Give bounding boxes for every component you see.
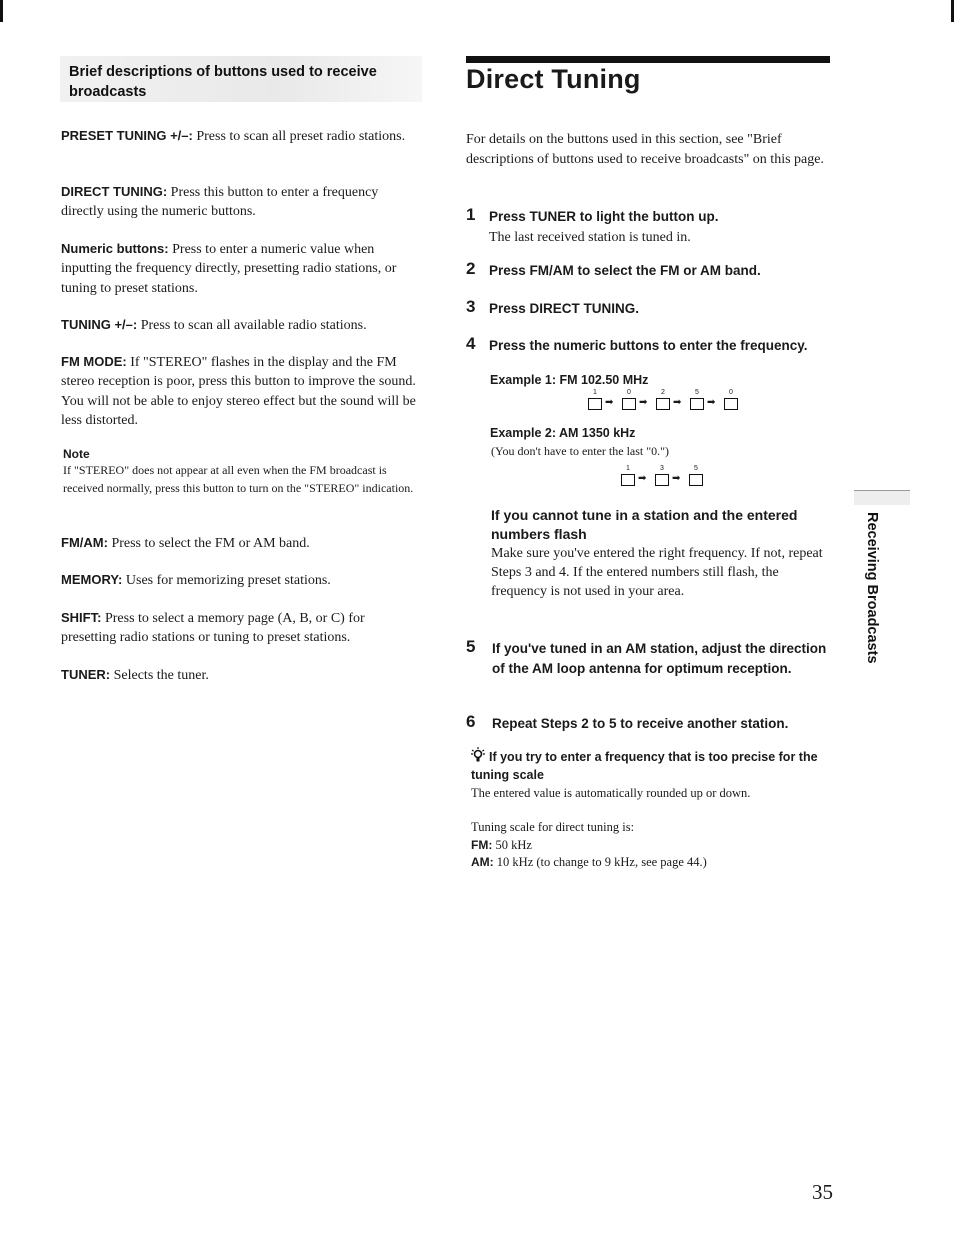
tuning-scale-am-label: AM: — [471, 855, 494, 869]
key-digit-label: 0 — [627, 389, 631, 396]
note-title: Note — [63, 447, 90, 461]
tuning-scale-intro: Tuning scale for direct tuning is: — [471, 820, 635, 834]
entry-text: Press to select a memory page (A, B, or C) for presetting radio stations or tuning to preset stations. — [61, 611, 365, 646]
key-digit-label: 3 — [660, 465, 664, 472]
arrow-right-icon: ➡ — [638, 473, 647, 484]
tuning-scale-am-value: 10 kHz (to change to 9 kHz, see page 44.) — [496, 855, 707, 869]
key-digit-label: 1 — [593, 389, 597, 396]
step-number: 3 — [466, 297, 476, 316]
key-digit-label: 0 — [729, 389, 733, 396]
step-number: 6 — [466, 712, 476, 731]
entry-term: Numeric buttons: — [61, 241, 169, 256]
entry-text: If "STEREO" flashes in the display and the FM stereo reception is poor, press this button to improve the sound. You will not be able to enjoy stereo effect but the sound will be less distorted. — [61, 355, 416, 429]
numeric-key-icon — [588, 398, 602, 410]
entry-term: TUNER: — [61, 667, 111, 682]
entry-memory — [61, 570, 423, 590]
step-text: Press TUNER to light the button up. — [489, 209, 719, 224]
numeric-key-icon — [690, 398, 704, 410]
tip-title: If you try to enter a frequency that is too precise for the tuning scale — [471, 750, 818, 782]
entry-term: MEMORY: — [61, 572, 123, 587]
step-number: 4 — [466, 334, 476, 353]
entry-term: TUNING +/–: — [61, 317, 138, 332]
arrow-right-icon: ➡ — [605, 397, 614, 408]
page-title: Direct Tuning — [466, 64, 641, 94]
trouble-title: If you cannot tune in a station and the entered numbers flash — [491, 507, 798, 542]
brief-descriptions-heading-box — [60, 56, 422, 102]
step-text: Press the numeric buttons to enter the frequency. — [489, 338, 808, 353]
entry-text: Press to select the FM or AM band. — [111, 536, 310, 551]
tuning-scale-am — [471, 854, 831, 872]
key-digit-label: 5 — [695, 389, 699, 396]
entry-term: SHIFT: — [61, 610, 102, 625]
numeric-key-icon — [724, 398, 738, 410]
brief-descriptions-heading: Brief descriptions of buttons used to receive broadcasts — [69, 64, 377, 100]
entry-text: Uses for memorizing preset stations. — [125, 573, 331, 588]
note-text: If "STEREO" does not appear at all even when the FM broadcast is received normally, press this button to turn on the "STEREO" indication. — [63, 463, 414, 495]
entry-term: FM MODE: — [61, 354, 127, 369]
step-text: Press DIRECT TUNING. — [489, 301, 640, 316]
numeric-key-icon — [689, 474, 703, 486]
tuning-scale-fm-value: 50 kHz — [495, 837, 532, 852]
step-number: 5 — [466, 637, 476, 656]
step-subtext: The last received station is tuned in. — [489, 230, 691, 245]
entry-shift — [61, 608, 423, 648]
key-digit-label: 5 — [694, 465, 698, 472]
example-2-note: (You don't have to enter the last "0.") — [491, 444, 670, 458]
trouble-body: Make sure you've entered the right frequency. If not, repeat Steps 3 and 4. If the entered numbers still flash, the frequency is not used in your area. — [491, 546, 823, 599]
arrow-right-icon: ➡ — [673, 397, 682, 408]
entry-text: Press to scan all preset radio stations. — [196, 129, 406, 144]
example-2-key-sequence — [621, 465, 721, 492]
tuning-scale — [471, 819, 831, 872]
example-2-label: Example 2: AM 1350 kHz — [490, 426, 636, 440]
step-text: Press FM/AM to select the FM or AM band. — [489, 263, 761, 278]
entry-fm-am — [61, 533, 423, 553]
entry-tuning — [61, 315, 423, 335]
tuning-scale-fm-label: FM: — [471, 837, 493, 852]
numeric-key-icon — [621, 474, 635, 486]
entry-text: Press to scan all available radio stations. — [140, 318, 367, 333]
entry-term: FM/AM: — [61, 535, 108, 550]
entry-numeric-buttons — [61, 239, 423, 298]
side-tab-marker — [854, 490, 910, 505]
entry-term: PRESET TUNING +/–: — [61, 128, 193, 143]
arrow-right-icon: ➡ — [707, 397, 716, 408]
tip-section — [471, 745, 831, 802]
step-number: 1 — [466, 205, 476, 224]
entry-preset-tuning — [61, 126, 423, 146]
key-digit-label: 2 — [661, 389, 665, 396]
entry-text: Press this button to enter a frequency directly using the numeric buttons. — [61, 185, 379, 220]
entry-text: Press to enter a numeric value when inputting the frequency directly, presetting radio stations, or tuning to preset stations. — [61, 242, 397, 296]
numeric-key-icon — [655, 474, 669, 486]
tip-title-row — [471, 745, 831, 784]
arrow-right-icon: ➡ — [672, 473, 681, 484]
numeric-key-icon — [622, 398, 636, 410]
step-text: If you've tuned in an AM station, adjust the direction of the AM loop antenna for optimum reception. — [492, 641, 827, 676]
intro-text: For details on the buttons used in this section, see "Brief descriptions of buttons used to receive broadcasts" on this page. — [466, 132, 824, 167]
example-1-label: Example 1: FM 102.50 MHz — [490, 373, 649, 387]
entry-direct-tuning — [61, 182, 423, 222]
trouble-section — [491, 506, 836, 601]
title-rule — [466, 56, 830, 63]
entry-tuner — [61, 665, 423, 685]
tip-body: The entered value is automatically rounded up or down. — [471, 786, 751, 800]
tuning-scale-fm — [471, 837, 831, 855]
page-edge-mark-left — [0, 0, 3, 22]
side-tab-label: Receiving Broadcasts — [864, 512, 880, 664]
key-digit-label: 1 — [626, 465, 630, 472]
entry-term: DIRECT TUNING: — [61, 184, 168, 199]
example-1-key-sequence — [588, 389, 748, 416]
page-number: 35 — [812, 1180, 833, 1204]
numeric-key-icon — [656, 398, 670, 410]
entry-text: Selects the tuner. — [113, 668, 209, 683]
arrow-right-icon: ➡ — [639, 397, 648, 408]
entry-fm-mode — [61, 352, 423, 431]
step-number: 2 — [466, 259, 476, 278]
lightbulb-icon — [471, 747, 485, 763]
step-text: Repeat Steps 2 to 5 to receive another station. — [492, 716, 789, 731]
